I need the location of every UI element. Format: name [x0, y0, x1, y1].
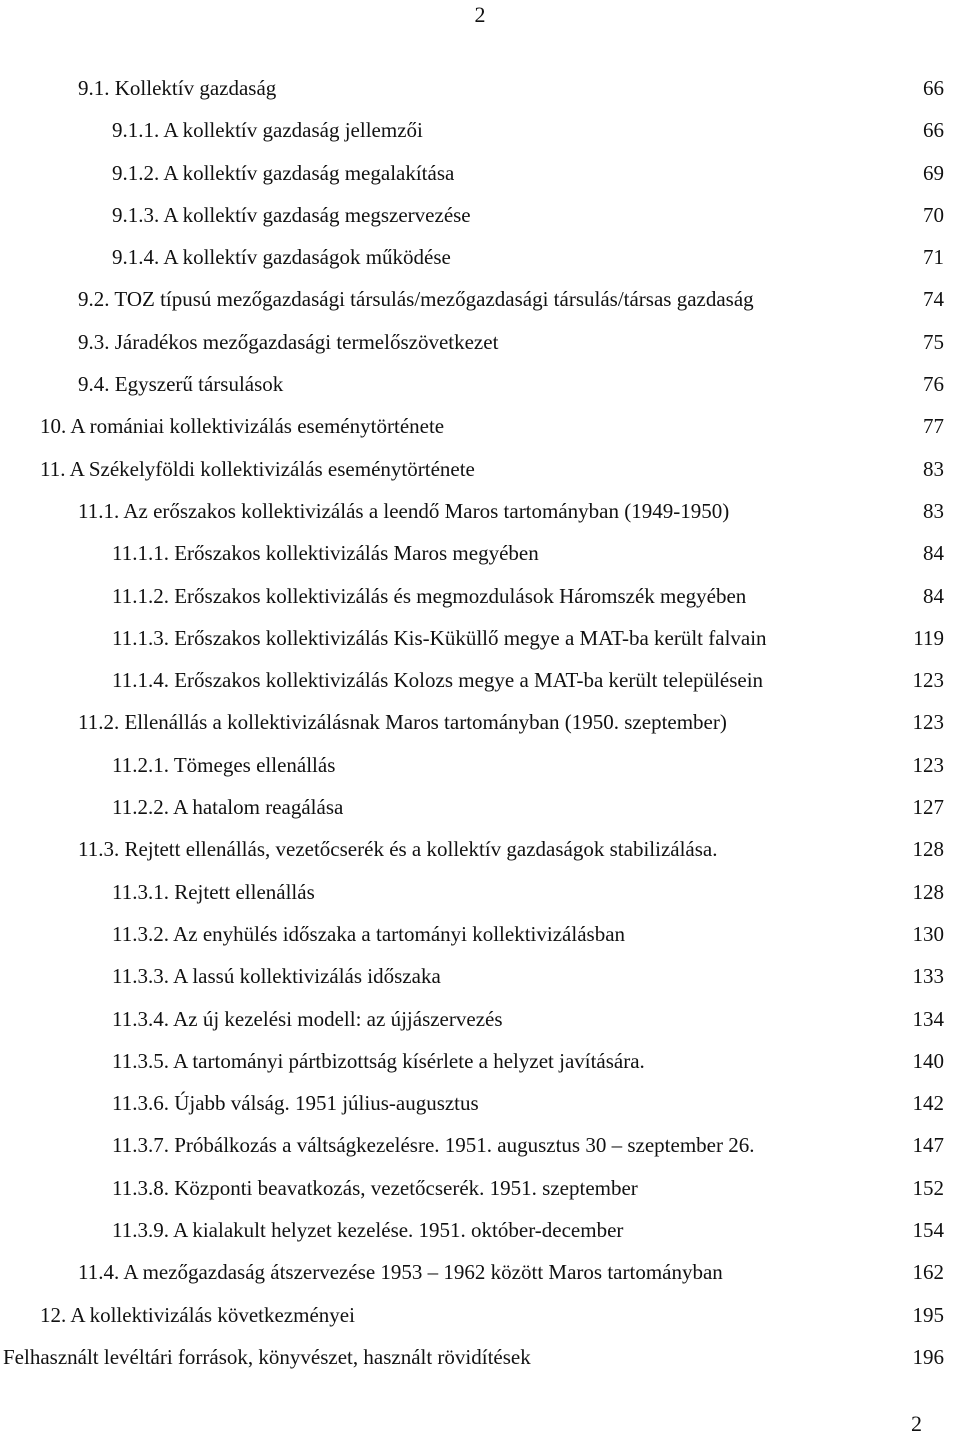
- toc-entry-number: 9.3.: [78, 329, 110, 354]
- toc-entry-number: 11.: [40, 456, 66, 481]
- toc-entry-label: [112, 786, 343, 828]
- toc-entry-title: Próbálkozás a váltságkezelésre. 1951. augusztus 30 – szeptember 26.: [174, 1133, 755, 1158]
- toc-entry-page: 74: [923, 287, 944, 312]
- toc-entry-label: [78, 67, 276, 109]
- toc-entry-label: [78, 490, 729, 532]
- toc-entry-number: 9.1.1.: [112, 118, 160, 143]
- toc-entry: [0, 448, 960, 490]
- toc-entry-page: 128: [912, 879, 944, 904]
- toc-entry-page: 130: [912, 921, 944, 946]
- toc-entry-title: Az erőszakos kollektivizálás a leendő Maros tartományban (1949-1950): [123, 498, 730, 523]
- toc-entry-title: A lassú kollektivizálás időszaka: [173, 964, 441, 989]
- toc-entry: [0, 363, 960, 405]
- toc-entry-page: 119: [913, 625, 944, 650]
- toc-entry-label: [112, 236, 451, 278]
- toc-entry: [0, 913, 960, 955]
- toc-entry-label: [112, 194, 471, 236]
- toc-entry-label: [40, 1294, 355, 1336]
- toc-entry-label: [78, 363, 283, 405]
- toc-entry-title: Tömeges ellenállás: [173, 752, 336, 777]
- toc-entry-page: 66: [923, 118, 944, 143]
- toc-entry-label: [112, 871, 315, 913]
- toc-entry-page: 70: [923, 202, 944, 227]
- toc-entry-label: [78, 278, 754, 320]
- toc-entry-label: [112, 575, 746, 617]
- toc-entry-title: Erőszakos kollektivizálás Kis-Küküllő megye a MAT-ba került falvain: [174, 625, 767, 650]
- toc-entry-title: Rejtett ellenállás, vezetőcserék és a kollektív gazdaságok stabilizálása.: [124, 837, 718, 862]
- toc-entry: [0, 701, 960, 743]
- toc-entry-title: A kollektív gazdaság megalakítása: [163, 160, 455, 185]
- toc-entry: [0, 321, 960, 363]
- toc-entry: [0, 405, 960, 447]
- toc-entry-page: 127: [912, 795, 944, 820]
- toc-entry-number: 11.1.2.: [112, 583, 169, 608]
- toc-entry: [0, 871, 960, 913]
- toc-entry-label: [112, 659, 763, 701]
- toc-entry: [0, 1294, 960, 1336]
- toc-entry-page: 154: [912, 1218, 944, 1243]
- toc-entry-page: 162: [912, 1260, 944, 1285]
- toc-entry: [0, 490, 960, 532]
- toc-entry-page: 140: [912, 1048, 944, 1073]
- toc-entry-title: Felhasznált levéltári források, könyvészet, használt rövidítések: [3, 1344, 531, 1369]
- toc-entry-number: 9.2.: [78, 287, 110, 312]
- toc-entry: [0, 575, 960, 617]
- toc-entry-label: [112, 109, 423, 151]
- toc-entry-title: Kollektív gazdaság: [114, 76, 277, 100]
- toc-entry: [0, 109, 960, 151]
- toc-entry: [0, 786, 960, 828]
- toc-entry: [0, 828, 960, 870]
- table-of-contents: [0, 67, 960, 1378]
- toc-entry-label: [112, 744, 335, 786]
- toc-entry-title: TOZ típusú mezőgazdasági társulás/mezőgazdasági társulás/társas gazdaság: [114, 287, 754, 312]
- toc-entry-page: 195: [912, 1302, 944, 1327]
- toc-entry-number: 9.4.: [78, 372, 110, 397]
- toc-entry-number: 11.3.3.: [112, 964, 169, 989]
- toc-entry-page: 71: [923, 245, 944, 270]
- toc-entry: [0, 1082, 960, 1124]
- toc-entry-number: 12.: [40, 1302, 67, 1327]
- toc-entry-page: 84: [923, 541, 944, 566]
- toc-entry-title: Az új kezelési modell: az újjászervezés: [173, 1006, 503, 1031]
- toc-entry-label: [78, 701, 727, 743]
- toc-entry-page: 123: [912, 752, 944, 777]
- toc-entry-number: 11.3.1.: [112, 879, 169, 904]
- toc-entry-label: [78, 321, 498, 363]
- toc-entry-label: [112, 1040, 645, 1082]
- toc-entry-title: Járadékos mezőgazdasági termelőszövetkezet: [114, 329, 499, 354]
- toc-entry-label: [40, 448, 475, 490]
- toc-entry-label: [112, 1124, 754, 1166]
- toc-entry: [0, 152, 960, 194]
- toc-entry-title: A romániai kollektivizálás eseménytörténete: [70, 414, 445, 439]
- toc-entry: [0, 532, 960, 574]
- toc-entry-label: [78, 1251, 723, 1293]
- toc-entry: [0, 744, 960, 786]
- toc-entry-number: 9.1.2.: [112, 160, 160, 185]
- toc-entry-page: 142: [912, 1091, 944, 1116]
- toc-entry-page: 123: [912, 668, 944, 693]
- toc-entry: [0, 194, 960, 236]
- toc-entry-label: [40, 405, 444, 447]
- toc-entry-label: [112, 998, 503, 1040]
- toc-entry: [0, 1124, 960, 1166]
- toc-entry-label: [112, 1167, 638, 1209]
- toc-entry-number: 11.3.6.: [112, 1091, 169, 1116]
- toc-entry-label: [112, 913, 625, 955]
- toc-entry-title: Erőszakos kollektivizálás Maros megyében: [174, 541, 539, 566]
- toc-entry: [0, 617, 960, 659]
- toc-entry-title: Újabb válság. 1951 július-augusztus: [174, 1091, 479, 1116]
- toc-entry-number: 11.1.3.: [112, 625, 169, 650]
- toc-entry-title: A tartományi pártbizottság kísérlete a helyzet javítására.: [173, 1048, 645, 1073]
- toc-entry-page: 133: [912, 964, 944, 989]
- toc-entry-title: A kialakult helyzet kezelése. 1951. október-december: [173, 1218, 624, 1243]
- toc-entry-number: 11.4.: [78, 1260, 120, 1285]
- toc-entry-number: 11.3.9.: [112, 1218, 169, 1243]
- toc-entry-title: A kollektív gazdaság jellemzői: [163, 118, 423, 143]
- toc-entry-title: Egyszerű társulások: [114, 372, 284, 397]
- toc-entry-number: 11.3.8.: [112, 1175, 169, 1200]
- toc-entry-page: 128: [912, 837, 944, 862]
- toc-entry-number: 11.3.: [78, 837, 120, 862]
- toc-entry-title: Erőszakos kollektivizálás és megmozdulások Háromszék megyében: [174, 583, 747, 608]
- toc-entry-title: Ellenállás a kollektivizálásnak Maros tartományban (1950. szeptember): [124, 710, 727, 735]
- toc-entry: [0, 1040, 960, 1082]
- toc-entry-number: 9.1.: [78, 76, 110, 100]
- toc-entry-number: 11.2.2.: [112, 795, 169, 820]
- toc-entry: [0, 1336, 960, 1378]
- toc-entry-number: 11.3.5.: [112, 1048, 169, 1073]
- toc-entry: [0, 1167, 960, 1209]
- toc-entry-number: 11.3.7.: [112, 1133, 169, 1158]
- toc-entry: [0, 1209, 960, 1251]
- toc-entry-page: 134: [912, 1006, 944, 1031]
- toc-entry-number: 9.1.3.: [112, 202, 160, 227]
- toc-entry-title: Az enyhülés időszaka a tartományi kollektivizálásban: [173, 921, 626, 946]
- toc-entry-page: 76: [923, 372, 944, 397]
- toc-entry-title: A Székelyföldi kollektivizálás eseménytörténete: [69, 456, 475, 481]
- toc-entry-label: [78, 828, 718, 870]
- toc-entry: [0, 67, 960, 109]
- toc-entry-title: Rejtett ellenállás: [174, 879, 315, 904]
- toc-entry-page: 123: [912, 710, 944, 735]
- toc-entry: [0, 659, 960, 701]
- toc-entry-page: 75: [923, 329, 944, 354]
- toc-entry-title: A kollektív gazdaság megszervezése: [163, 202, 471, 227]
- toc-entry-page: 83: [923, 456, 944, 481]
- toc-entry-label: [112, 152, 454, 194]
- toc-entry-title: Központi beavatkozás, vezetőcserék. 1951. szeptember: [174, 1175, 638, 1200]
- toc-entry-number: 11.2.1.: [112, 752, 169, 777]
- toc-entry: [0, 1251, 960, 1293]
- toc-entry-page: 77: [923, 414, 944, 439]
- toc-entry-page: 196: [912, 1344, 944, 1369]
- toc-entry-page: 147: [912, 1133, 944, 1158]
- toc-entry-label: [112, 1082, 479, 1124]
- toc-entry: [0, 236, 960, 278]
- toc-entry-number: 10.: [40, 414, 67, 439]
- toc-entry-number: 9.1.4.: [112, 245, 160, 270]
- toc-entry-title: A kollektivizálás következményei: [70, 1302, 355, 1327]
- toc-entry-number: 11.3.4.: [112, 1006, 169, 1031]
- page-number-bottom: 2: [911, 1411, 922, 1436]
- toc-entry-page: 84: [923, 583, 944, 608]
- toc-entry: [0, 278, 960, 320]
- toc-entry-page: 83: [923, 498, 944, 523]
- page-number-top: 2: [474, 2, 486, 27]
- toc-entry-label: [3, 1336, 531, 1378]
- toc-entry: [0, 998, 960, 1040]
- toc-entry-label: [112, 532, 539, 574]
- toc-entry-number: 11.1.1.: [112, 541, 169, 566]
- toc-entry-label: [112, 955, 441, 997]
- toc-entry-number: 11.1.4.: [112, 668, 169, 693]
- toc-entry-label: [112, 1209, 623, 1251]
- toc-entry-label: [112, 617, 767, 659]
- toc-entry-page: 69: [923, 160, 944, 185]
- toc-entry-number: 11.3.2.: [112, 921, 169, 946]
- toc-entry-title: A hatalom reagálása: [173, 795, 344, 820]
- toc-entry: [0, 955, 960, 997]
- toc-entry-page: 152: [912, 1175, 944, 1200]
- toc-entry-title: A kollektív gazdaságok működése: [163, 245, 451, 270]
- toc-entry-title: Erőszakos kollektivizálás Kolozs megye a MAT-ba került településein: [174, 668, 764, 693]
- toc-entry-page: 66: [923, 76, 944, 100]
- toc-entry-number: 11.1.: [78, 498, 120, 523]
- toc-entry-title: A mezőgazdaság átszervezése 1953 – 1962 között Maros tartományban: [123, 1260, 723, 1285]
- toc-entry-number: 11.2.: [78, 710, 120, 735]
